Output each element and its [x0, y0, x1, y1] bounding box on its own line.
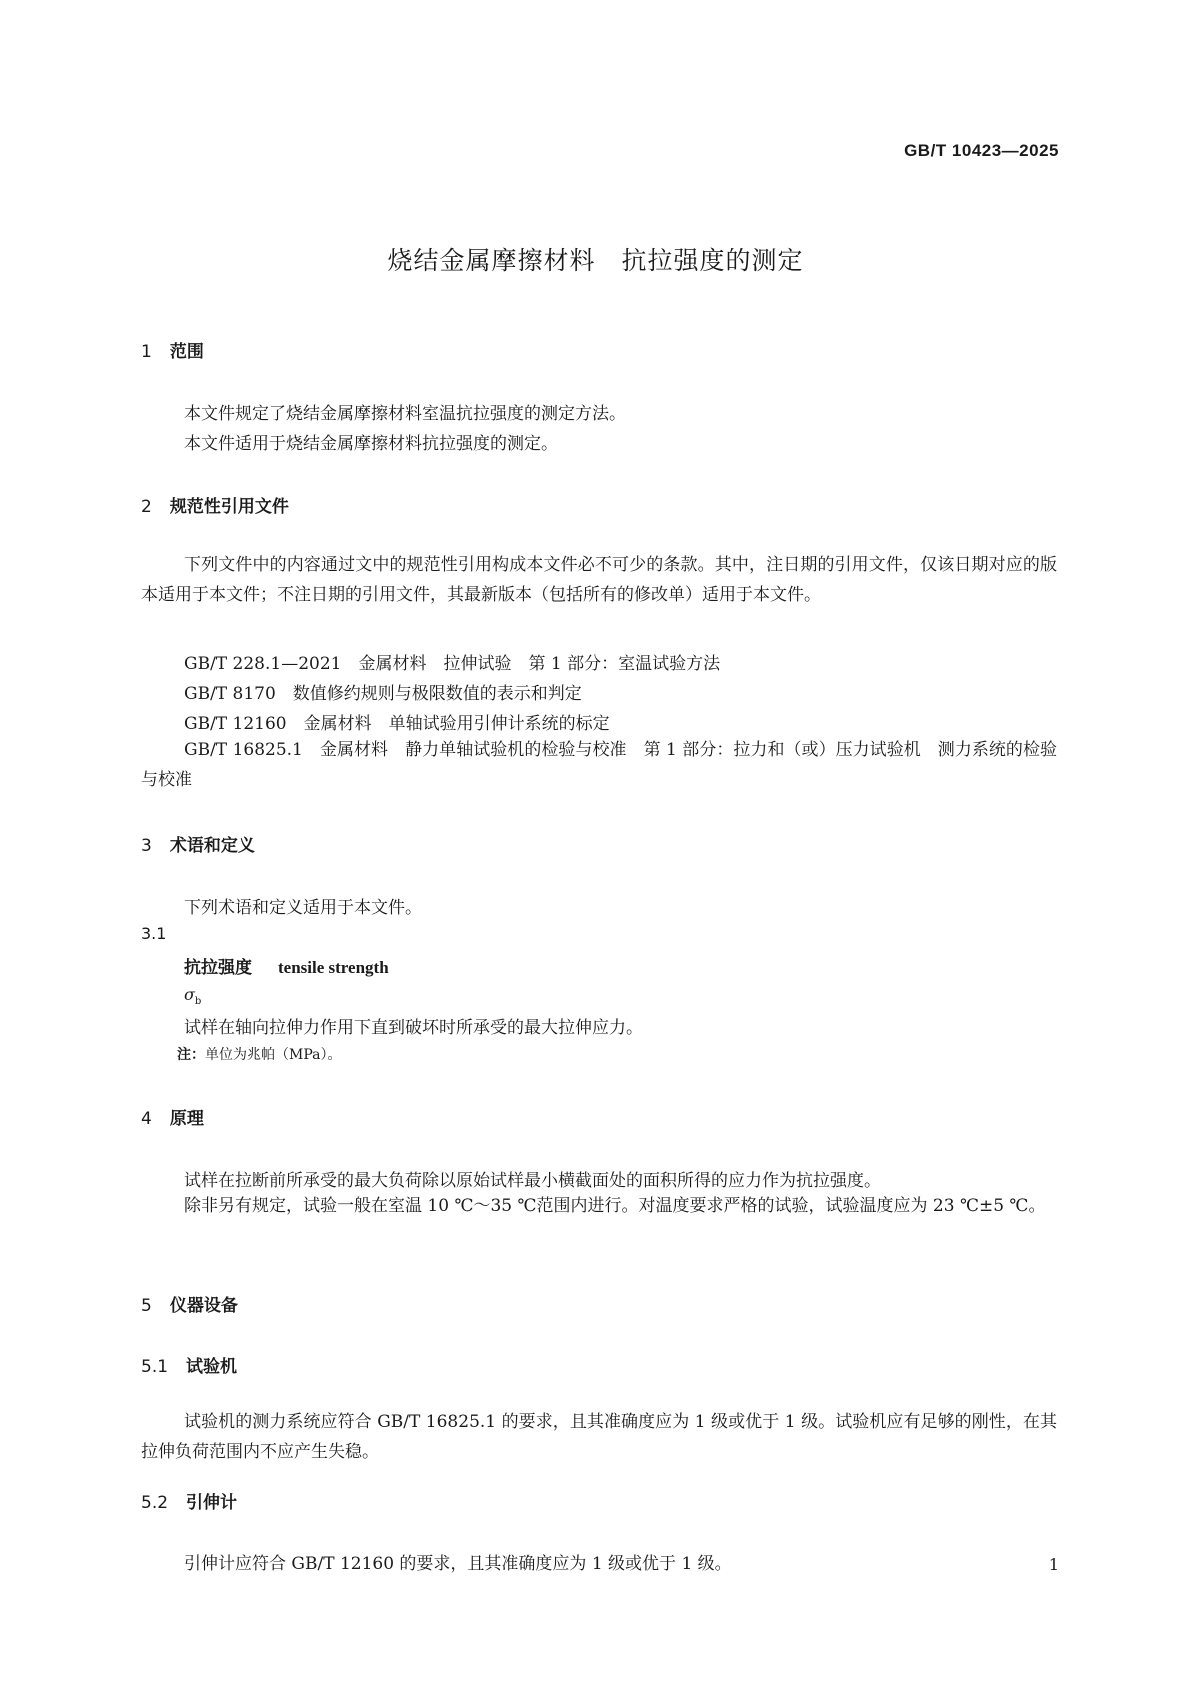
subsection-title: 引伸计 — [186, 1493, 238, 1513]
term-definition: 试样在轴向拉伸力作用下直到破坏时所承受的最大拉伸应力。 — [184, 1018, 643, 1038]
principle-paragraph-2: 除非另有规定，试验一般在室温 10 ℃～35 ℃范围内进行。对温度要求严格的试验，试验温度应为 23 ℃±5 ℃。 — [184, 1196, 1046, 1216]
subsection-number: 5.2 — [141, 1493, 169, 1513]
subsection-number: 5.1 — [141, 1357, 169, 1377]
testing-machine-paragraph: 试验机的测力系统应符合 GB/T 16825.1 的要求，且其准确度应为 1 级或优于 1 级。试验机应有足够的刚性，在其拉伸负荷范围内不应产生失稳。 — [141, 1412, 1057, 1462]
section-title: 仪器设备 — [169, 1296, 238, 1316]
scope-paragraph-1: 本文件规定了烧结金属摩擦材料室温抗拉强度的测定方法。 — [184, 404, 626, 424]
section-heading-normative-references — [141, 492, 289, 517]
term-note — [177, 1044, 341, 1064]
section-number: 5 — [141, 1296, 152, 1316]
note-label: 注： — [177, 1047, 205, 1063]
section-heading-scope — [141, 337, 204, 362]
subsection-heading-extensometer — [141, 1488, 237, 1513]
terms-intro-paragraph: 下列术语和定义适用于本文件。 — [184, 898, 422, 918]
section-number: 1 — [141, 342, 152, 362]
reference-item: GB/T 8170 数值修约规则与极限数值的表示和判定 — [184, 684, 582, 704]
section-heading-apparatus — [141, 1291, 238, 1316]
section-title: 范围 — [169, 342, 204, 362]
term-symbol — [184, 985, 201, 1007]
section-heading-terms-definitions — [141, 831, 255, 856]
scope-paragraph-2: 本文件适用于烧结金属摩擦材料抗拉强度的测定。 — [184, 434, 558, 454]
term-name-zh: 抗拉强度 — [184, 958, 252, 978]
extensometer-paragraph: 引伸计应符合 GB/T 12160 的要求，且其准确度应为 1 级或优于 1 级。 — [184, 1554, 732, 1574]
reference-item: GB/T 228.1—2021 金属材料 拉伸试验 第 1 部分：室温试验方法 — [184, 654, 721, 674]
term-number: 3.1 — [141, 924, 167, 943]
standard-code: GB/T 10423—2025 — [904, 141, 1059, 160]
section-heading-principle — [141, 1104, 204, 1129]
section-title: 规范性引用文件 — [169, 497, 289, 517]
principle-paragraph-1: 试样在拉断前所承受的最大负荷除以原始试样最小横截面处的面积所得的应力作为抗拉强度。 — [184, 1171, 881, 1191]
section-number: 4 — [141, 1109, 152, 1129]
note-text: 单位为兆帕（MPa）。 — [205, 1047, 342, 1063]
references-intro-paragraph: 下列文件中的内容通过文中的规范性引用构成本文件必不可少的条款。其中，注日期的引用文件，仅该日期对应的版本适用于本文件；不注日期的引用文件，其最新版本（包括所有的修改单）适用于本文件。 — [141, 555, 1057, 605]
reference-item: GB/T 12160 金属材料 单轴试验用引伸计系统的标定 — [184, 714, 610, 734]
section-number: 3 — [141, 836, 152, 856]
page-number: 1 — [1048, 1555, 1059, 1574]
subsection-heading-testing-machine — [141, 1352, 237, 1377]
term-symbol-main: σ — [184, 985, 195, 1004]
subsection-title: 试验机 — [186, 1357, 238, 1377]
term-name-en: tensile strength — [278, 958, 389, 977]
section-number: 2 — [141, 497, 152, 517]
term-name — [184, 953, 389, 978]
section-title: 术语和定义 — [169, 836, 255, 856]
document-title: 烧结金属摩擦材料 抗拉强度的测定 — [387, 246, 804, 275]
reference-item: GB/T 16825.1 金属材料 静力单轴试验机的检验与校准 第 1 部分：拉力和（或）压力试验机 测力系统的检验与校准 — [141, 740, 1057, 790]
section-title: 原理 — [169, 1109, 204, 1129]
term-symbol-subscript: b — [194, 996, 202, 1008]
